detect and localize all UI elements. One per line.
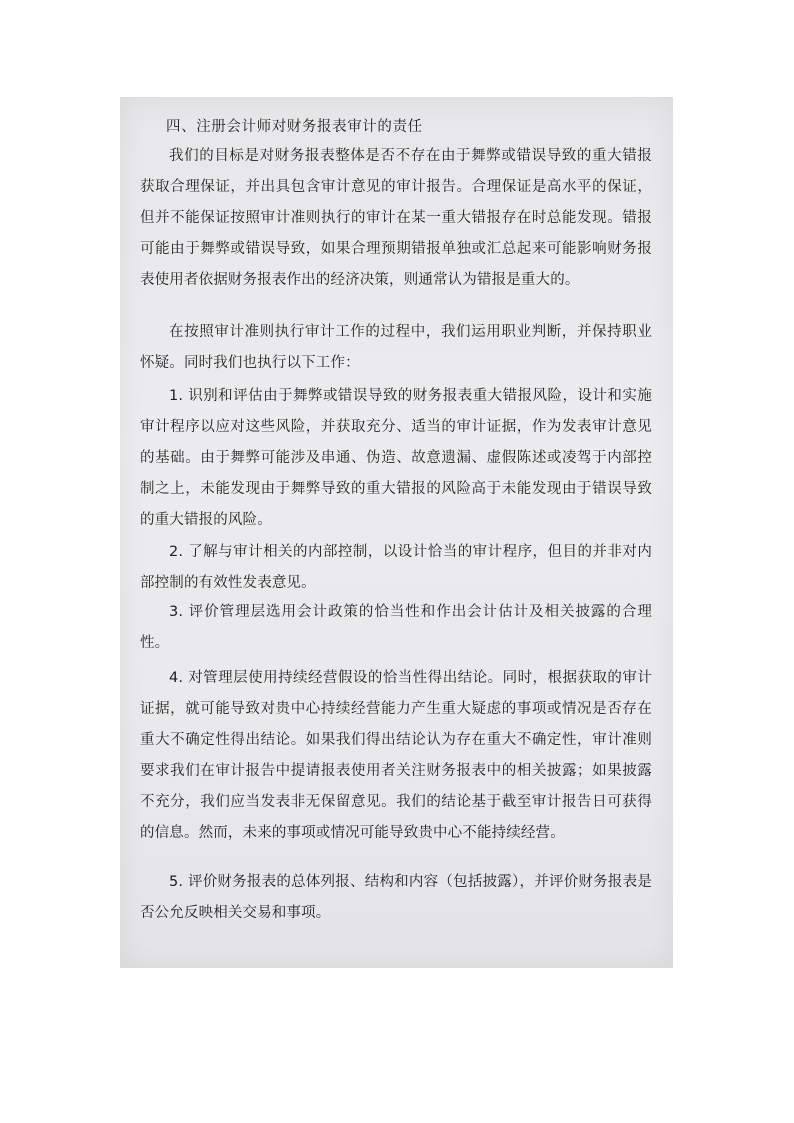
- paragraph-objective: 我们的目标是对财务报表整体是否不存在由于舞弊或错误导致的重大错报获取合理保证，并出具包含审计意见的审计报告。合理保证是高水平的保证，但并不能保证按照审计准则执行的审计在某一重大错报存在时总能发现。错报可能由于舞弊或错误导致，如果合理预期错报单独或汇总起来可能影响财务报表使用者依据财务报表作出的经济决策，则通常认为错报是重大的。: [140, 148, 652, 288]
- paragraph-item-2: 2. 了解与审计相关的内部控制，以设计恰当的审计程序，但目的并非对内部控制的有效性发表意见。: [140, 544, 652, 591]
- paragraph-item-4: 4. 对管理层使用持续经营假设的恰当性得出结论。同时，根据获取的审计证据，就可能导致对贵中心持续经营能力产生重大疑虑的事项或情况是否存在重大不确定性得出结论。如果我们得出结论认为存在重大不确定性，审计准则要求我们在审计报告中提请报表使用者关注财务报表中的相关披露；如果披露不充分，我们应当发表非无保留意见。我们的结论基于截至审计报告日可获得的信息。然而，未来的事项或情况可能导致贵中心不能持续经营。: [140, 670, 652, 841]
- paragraph-item-1: 1. 识别和评估由于舞弊或错误导致的财务报表重大错报风险，设计和实施审计程序以应对这些风险，并获取充分、适当的审计证据，作为发表审计意见的基础。由于舞弊可能涉及串通、伪造、故意遗漏、虚假陈述或凌驾于内部控制之上，未能发现由于舞弊导致的重大错报的风险高于未能发现由于错误导致的重大错报的风险。: [140, 388, 652, 528]
- paragraph-item-3: 3. 评价管理层选用会计政策的恰当性和作出会计估计及相关披露的合理性。: [140, 604, 652, 651]
- paragraph-item-5: 5. 评价财务报表的总体列报、结构和内容（包括披露），并评价财务报表是否公允反映相关交易和事项。: [140, 874, 652, 921]
- section-heading: 四、注册会计师对财务报表审计的责任: [166, 119, 423, 135]
- paragraph-procedures-intro: 在按照审计准则执行审计工作的过程中，我们运用职业判断，并保持职业怀疑。同时我们也执行以下工作：: [140, 324, 652, 371]
- scanned-page: [120, 97, 673, 968]
